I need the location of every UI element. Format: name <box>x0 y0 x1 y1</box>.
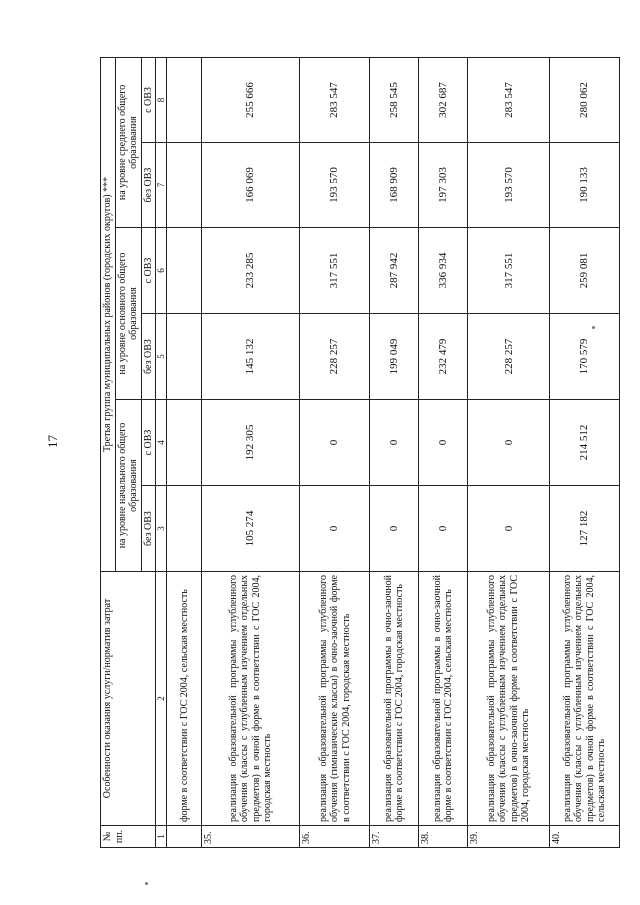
cell-value: 280 062 <box>550 57 620 142</box>
cell-value: 317 551 <box>300 228 370 314</box>
row-description: реализация образовательной программы в очно-заочной форме в соответствии с ГОС 2004, городская местность <box>370 572 419 826</box>
cell-value: 232 479 <box>419 314 468 400</box>
header-level-primary: на уровне начального общего образования <box>115 400 141 572</box>
cell-value: 0 <box>300 400 370 486</box>
cell-value: 197 303 <box>419 143 468 228</box>
header-sub: с ОВЗ <box>141 400 156 486</box>
table-row <box>468 57 550 847</box>
row-number: 36. <box>300 826 370 848</box>
cell-value: 168 909 <box>370 143 419 228</box>
cell-value: 283 547 <box>468 57 550 142</box>
column-number: 4 <box>156 400 167 486</box>
cell-value: 0 <box>300 486 370 572</box>
table-row <box>370 57 419 847</box>
column-number: 1 <box>156 826 167 848</box>
page-number: 17 <box>45 435 60 448</box>
column-number: 6 <box>156 228 167 314</box>
scan-speck <box>592 326 595 329</box>
cell-value: 193 570 <box>468 143 550 228</box>
cell-value: 214 512 <box>550 400 620 486</box>
row-description: форме в соответствии с ГОС 2004, сельская местность <box>167 572 202 826</box>
cell-value <box>167 228 202 314</box>
row-number: 39. <box>468 826 550 848</box>
cell-value: 0 <box>370 400 419 486</box>
header-sub: с ОВЗ <box>141 57 156 142</box>
cell-value: 105 274 <box>202 486 300 572</box>
cell-value <box>167 57 202 142</box>
column-number: 2 <box>156 572 167 826</box>
row-number: 37. <box>370 826 419 848</box>
column-number: 8 <box>156 57 167 142</box>
row-description: реализация образовательной программы углубленного обучения (классы с углубленным изучением отдельных предметов) в очной форме в соответствии с ГОС 2004, сельская местность <box>550 572 620 826</box>
cell-value <box>167 400 202 486</box>
header-group: Третья группа муниципальных районов (городских округов) *** <box>101 57 116 571</box>
row-description: реализация образовательной программы углубленного обучения (классы с углубленным изучением отдельных предметов) в очно-заочной форме в соответствии с ГОС 2004, городская местность <box>468 572 550 826</box>
cell-value: 0 <box>468 486 550 572</box>
cell-value: 317 551 <box>468 228 550 314</box>
cell-value: 336 934 <box>419 228 468 314</box>
cell-value: 166 069 <box>202 143 300 228</box>
cell-value: 255 666 <box>202 57 300 142</box>
header-description: Особенности оказания услуги/норматив затрат <box>101 572 156 826</box>
table-row <box>300 57 370 847</box>
cell-value: 233 285 <box>202 228 300 314</box>
cell-value: 259 081 <box>550 228 620 314</box>
row-description: реализация образовательной программы углубленного обучения (классы с углубленным изучением отдельных предметов) в очной форме в соответствии с ГОС 2004, городская местность <box>202 572 300 826</box>
cell-value: 228 257 <box>300 314 370 400</box>
cell-value <box>167 143 202 228</box>
row-number <box>167 826 202 848</box>
table-row <box>419 57 468 847</box>
cell-value: 228 257 <box>468 314 550 400</box>
cell-value <box>167 486 202 572</box>
row-description: реализация образовательной программы в очно-заочной форме в соответствии с ГОС 2004, сельская местность <box>419 572 468 826</box>
cell-value: 145 132 <box>202 314 300 400</box>
column-number: 7 <box>156 143 167 228</box>
cell-value <box>167 314 202 400</box>
table-row <box>550 57 620 847</box>
header-sub: без ОВЗ <box>141 143 156 228</box>
scan-speck <box>145 882 148 885</box>
table-row <box>202 57 300 847</box>
column-number: 5 <box>156 314 167 400</box>
cell-value: 283 547 <box>300 57 370 142</box>
row-number: 38. <box>419 826 468 848</box>
header-number: № пп. <box>101 826 156 848</box>
header-level-secondary: на уровне среднего общего образования <box>115 57 141 227</box>
row-number: 40. <box>550 826 620 848</box>
cell-value: 0 <box>370 486 419 572</box>
table-row <box>167 57 202 847</box>
cell-value: 192 305 <box>202 400 300 486</box>
header-sub: без ОВЗ <box>141 314 156 400</box>
rotated-table-container <box>100 58 620 848</box>
header-level-basic: на уровне основного общего образования <box>115 228 141 400</box>
cell-value: 0 <box>419 486 468 572</box>
cell-value: 190 133 <box>550 143 620 228</box>
cell-value: 170 579 <box>550 314 620 400</box>
header-sub: без ОВЗ <box>141 486 156 572</box>
cell-value: 287 942 <box>370 228 419 314</box>
cell-value: 302 687 <box>419 57 468 142</box>
cell-value: 193 570 <box>300 143 370 228</box>
cell-value: 258 545 <box>370 57 419 142</box>
cell-value: 0 <box>419 400 468 486</box>
column-number: 3 <box>156 486 167 572</box>
row-description: реализация образовательной программы углубленного обучения (гимназические классы) в очно-заочной форме в соответствии с ГОС 2004, городская местность <box>300 572 370 826</box>
header-sub: с ОВЗ <box>141 228 156 314</box>
row-number: 35. <box>202 826 300 848</box>
cell-value: 199 049 <box>370 314 419 400</box>
cost-norms-table <box>100 57 620 848</box>
cell-value: 0 <box>468 400 550 486</box>
cell-value: 127 182 <box>550 486 620 572</box>
